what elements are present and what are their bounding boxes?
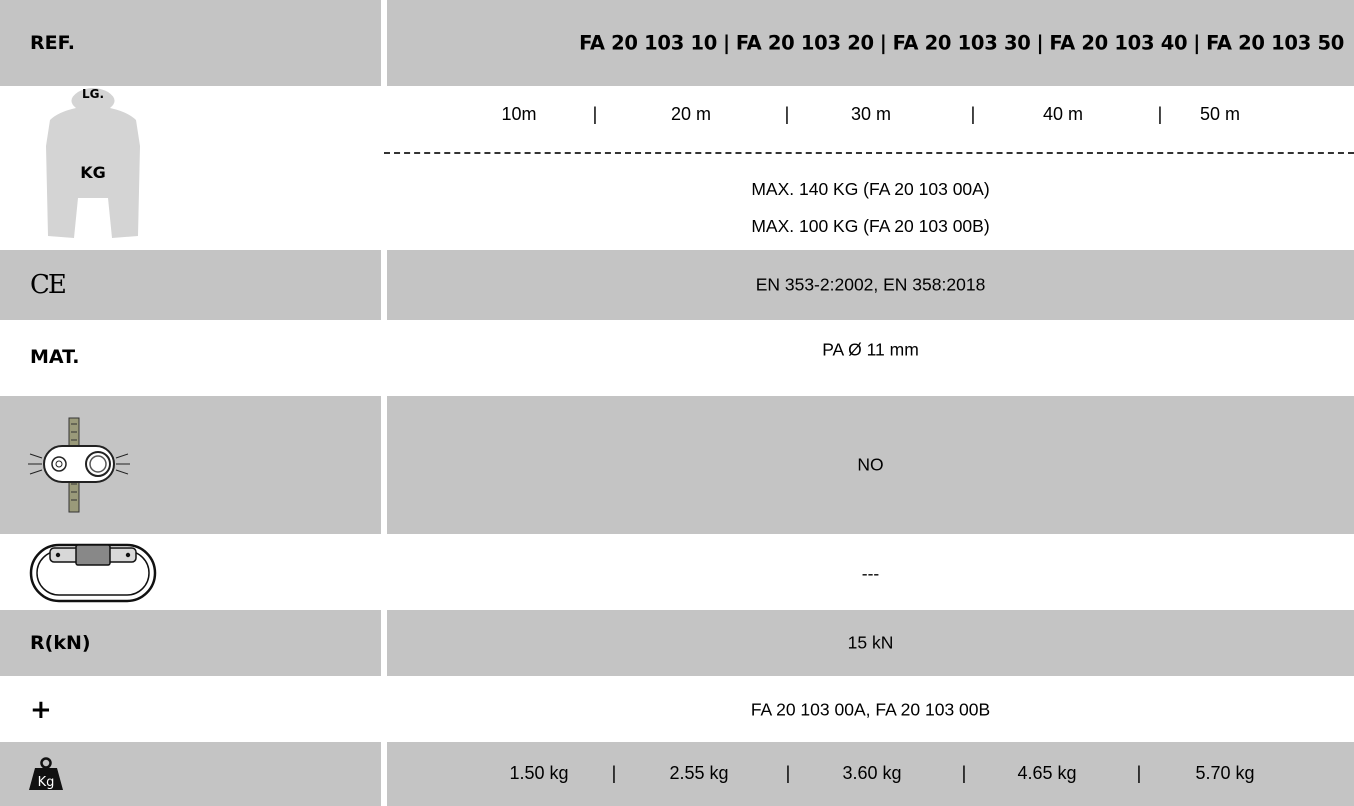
ref-label: REF. [30,32,76,54]
accessories-value: FA 20 103 00A, FA 20 103 00B [750,699,991,720]
lg-text: LG. [81,87,105,101]
length-value: 40 m [1042,104,1084,124]
ce-mark-icon: CE [30,270,65,300]
ref-row [0,0,1354,86]
carabiner-icon [28,542,158,604]
accessories-label-cell [0,676,381,744]
connector-value-cell [387,538,1354,610]
weight-value: 5.70 kg [1195,763,1255,783]
ref-codes-cell [387,0,1354,86]
ref-code: FA 20 103 20 [735,31,874,55]
lengths-row [387,104,1354,134]
material-label: MAT. [30,346,80,368]
material-label-cell [0,320,381,394]
fall-arrester-value: NO [857,454,884,475]
body-silhouette-icon [28,86,158,246]
accessories-row [0,676,1354,744]
ce-value-cell [387,250,1354,320]
length-weight-row [0,86,1354,246]
resistance-row [0,610,1354,676]
plus-label: + [30,695,52,725]
length-separator: | [970,104,976,124]
resistance-value: 15 kN [847,632,894,653]
connector-value: --- [861,563,880,584]
ref-code: FA 20 103 30 [892,31,1031,55]
length-weight-cell [387,86,1354,246]
ref-label-cell [0,0,381,86]
length-value: 10m [501,104,537,124]
material-value: PA Ø 11 mm [822,339,919,360]
fall-arrester-icon [28,416,148,516]
weight-value: 4.65 kg [1017,763,1077,783]
weight-value: 1.50 kg [509,763,569,783]
length-separator: | [592,104,598,124]
connector-icon-cell [0,538,381,610]
accessories-value-cell [387,676,1354,744]
ref-code: FA 20 103 40 [1049,31,1188,55]
kg-text: KG [80,163,106,182]
weight-value: 2.55 kg [669,763,729,783]
weight-value: 3.60 kg [842,763,902,783]
weight-row [0,742,1354,806]
ref-code: FA 20 103 10 [579,31,717,55]
fall-arrester-row [0,396,1354,534]
resistance-label: R(kN) [30,632,91,654]
connector-row [0,538,1354,610]
length-value: 50 m [1199,104,1241,124]
weight-separator: | [785,763,791,783]
weight-icon-cell [0,742,381,806]
resistance-value-cell [387,610,1354,676]
fall-arrester-icon-cell [0,396,381,534]
weight-values-cell [387,742,1354,806]
ref-code: FA 20 103 50 [1206,31,1344,55]
max-weight-lines [387,171,1354,245]
weight-kg-icon [28,757,64,791]
ce-standards: EN 353-2:2002, EN 358:2018 [755,274,986,295]
fall-arrester-value-cell [387,396,1354,534]
length-value: 20 m [670,104,712,124]
ce-icon-cell [0,250,381,320]
body-icon-cell [0,86,381,246]
weight-values [387,759,1354,789]
weight-separator: | [611,763,617,783]
length-separator: | [784,104,790,124]
material-value-cell [387,320,1354,394]
max-weight-a: MAX. 140 KG (FA 20 103 00A) [751,179,990,199]
max-weight-b: MAX. 100 KG (FA 20 103 00B) [751,216,990,236]
ref-codes: FA 20 103 10 | FA 20 103 20 | FA 20 103 30 | FA 20 103 40 | FA 20 103 50 [579,31,1344,55]
dashed-divider [384,152,1354,154]
length-separator: | [1157,104,1163,124]
weight-separator: | [961,763,967,783]
ce-row [0,250,1354,320]
material-row [0,320,1354,394]
length-value: 30 m [850,104,892,124]
resistance-label-cell [0,610,381,676]
weight-separator: | [1136,763,1142,783]
kg-icon-text: Kg [37,775,55,790]
